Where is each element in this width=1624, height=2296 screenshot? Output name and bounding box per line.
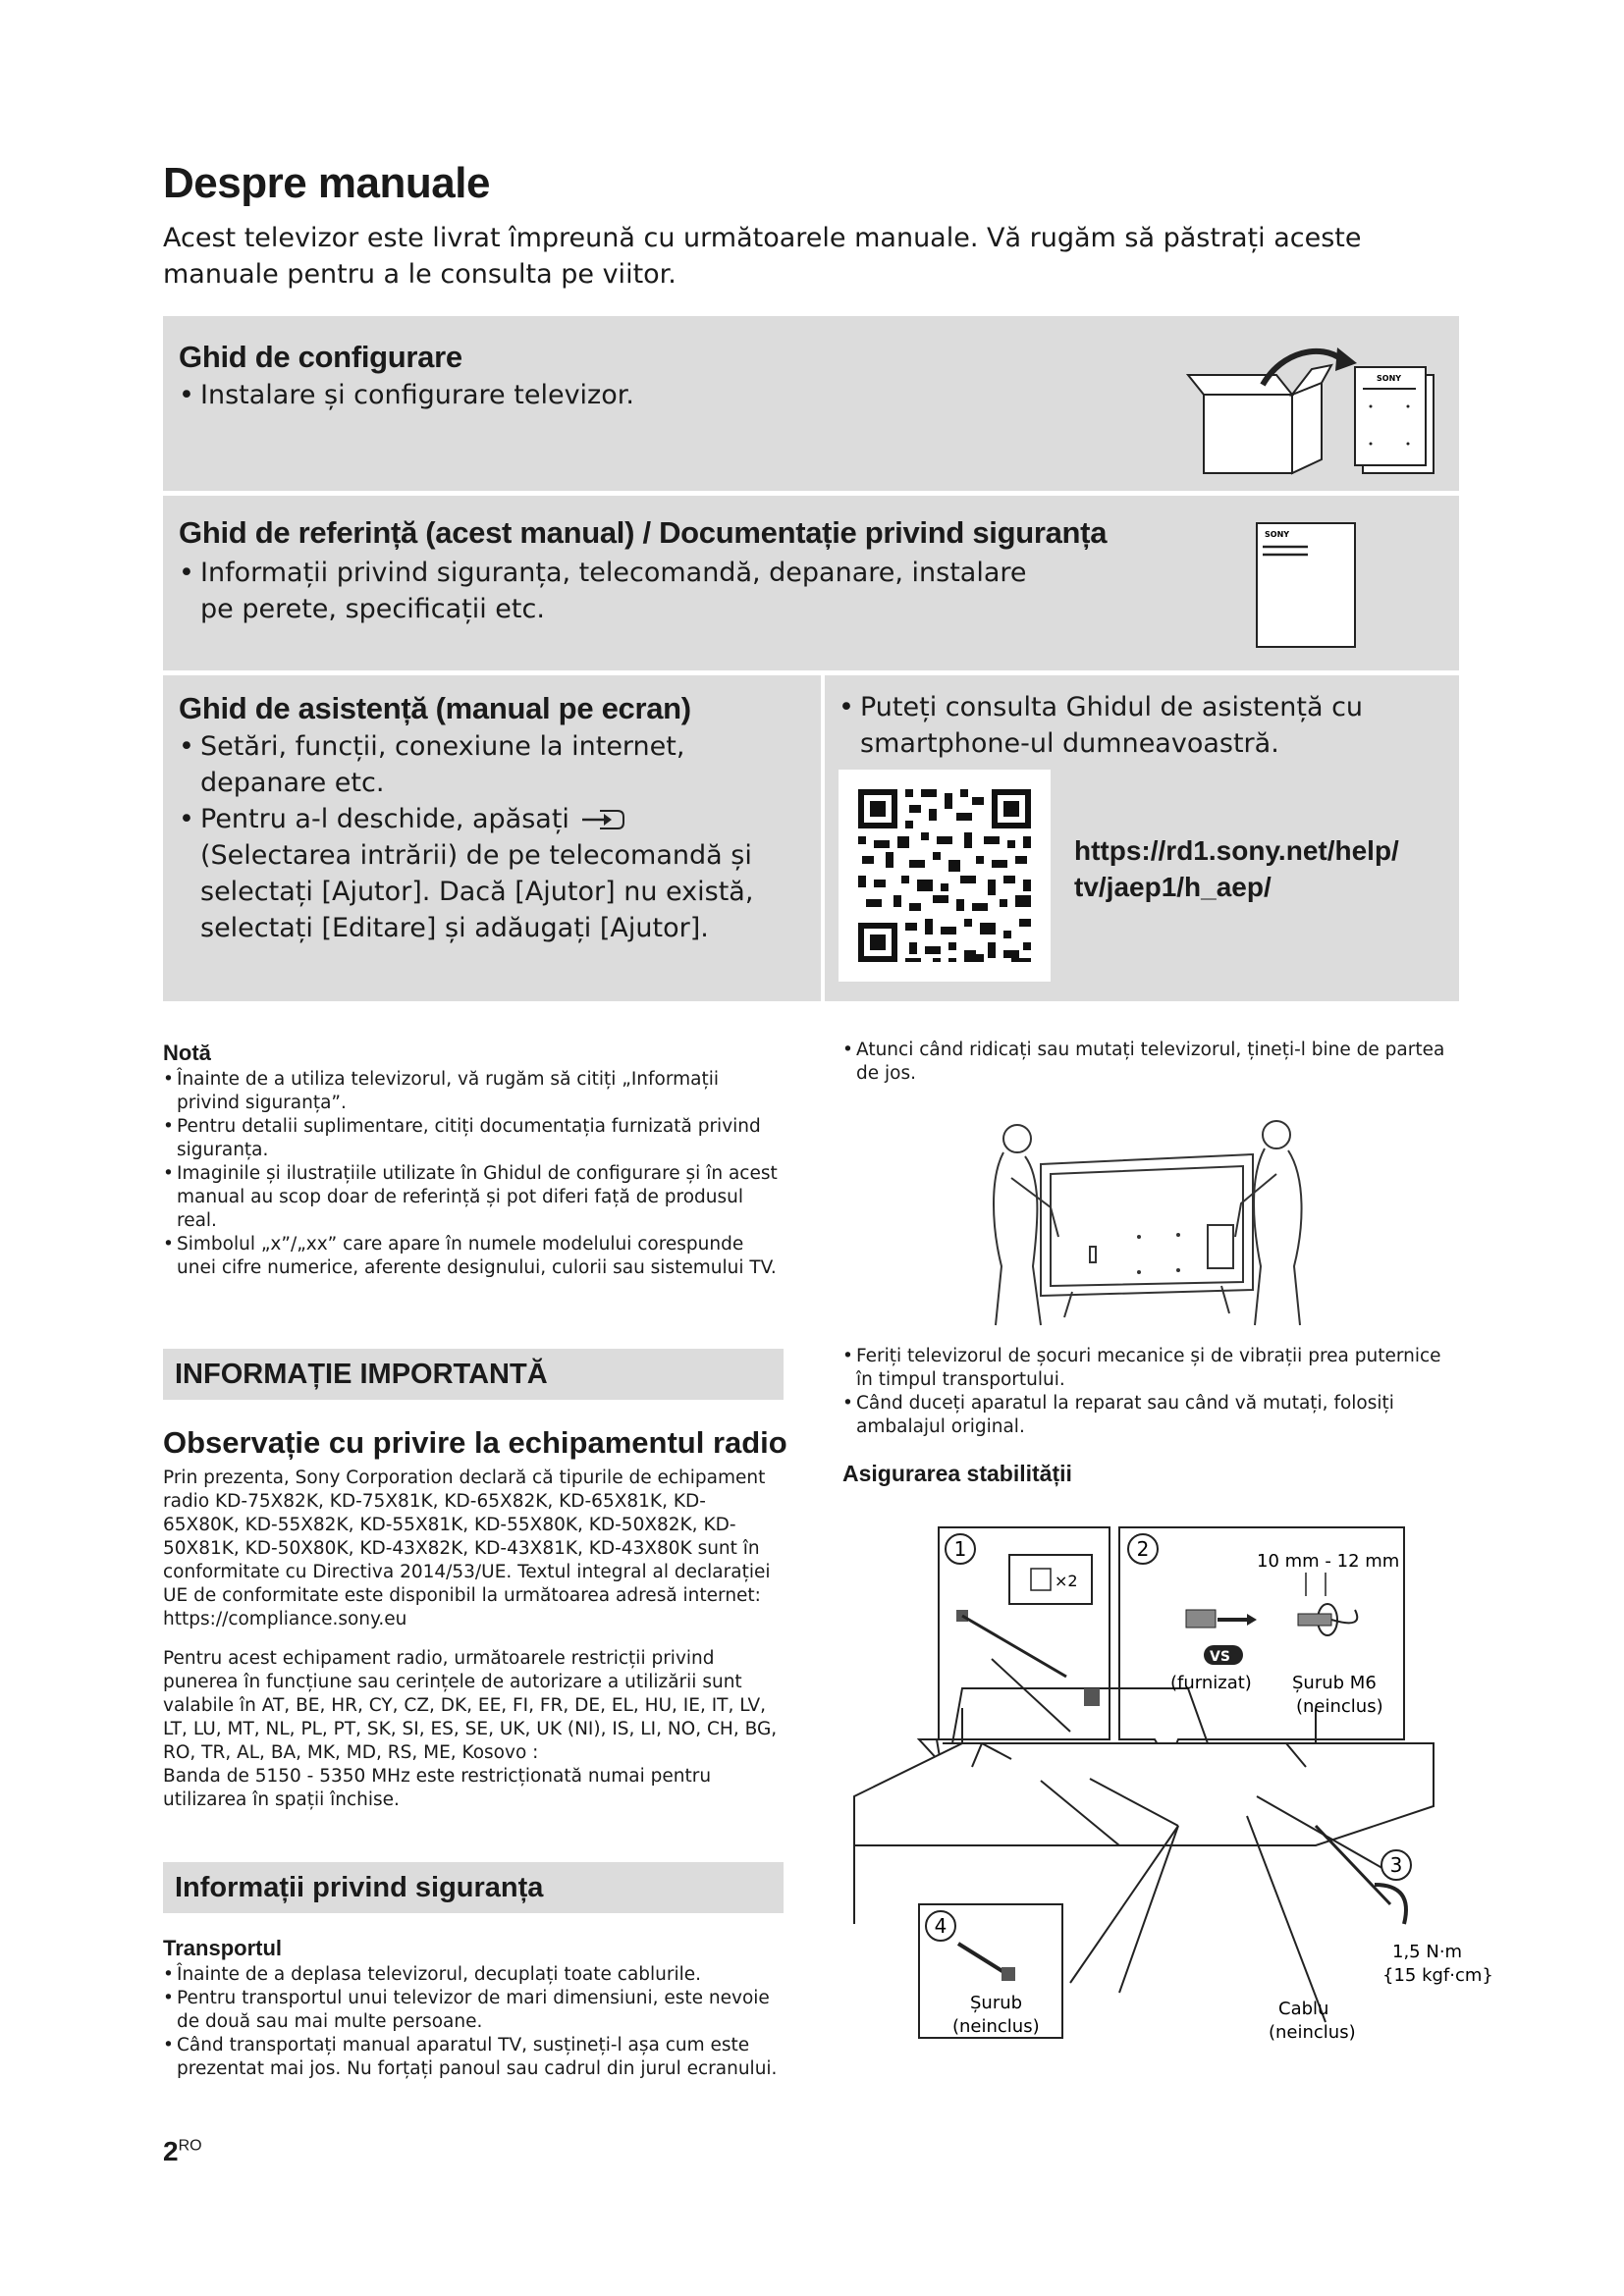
note-title: Notă [163, 1041, 211, 1065]
manual-book-icon [1253, 519, 1361, 653]
shock-item: • Feriți televizorul de șocuri mecanice și de vibrații prea puternice în timpul transportului. [842, 1345, 1459, 1392]
box-unpack-icon [1184, 346, 1449, 483]
screw-label: Șurub [970, 1993, 1023, 2013]
thread-length: 10 mm - 12 mm [1257, 1551, 1400, 1572]
reference-guide-item: • Informații privind siguranța, telecomandă, depanare, instalare pe perete, specificații etc. [179, 555, 1062, 627]
setup-brand: SONY [1377, 374, 1402, 383]
lift-note: • Atunci când ridicați sau mutați televizorul, țineți-l bine de partea de jos. [842, 1039, 1459, 1086]
setup-guide-item: • Instalare și configurare televizor. [179, 377, 1161, 413]
help-guide-panel-right [825, 675, 1459, 1001]
supplied-label: (furnizat) [1170, 1673, 1252, 1693]
radio-paragraph: Pentru acest echipament radio, următoarele restricții privind punerea în funcțiune sau cerințele de autorizare a utilizării sunt valabile în AT, BE, HR, CY, CZ, DK, EE, FI, FR, DE, EL, HU, IE, IT, LV, LT, LU, MT, NL, PL, PT, SK, SI, ES, SE, UK, UK (NI), IS, LI, NO, CH, BG, RO, TR, AL, BA, MK, MD, RS, ME, Kosovo : [163, 1648, 778, 1763]
stability-title: Asigurarea stabilității [842, 1461, 1072, 1486]
transport-item: • Când transportați manual aparatul TV, susțineți-l așa cum este prezentat mai jos. Nu forțați panoul sau cadrul din jurul ecranului. [163, 2034, 782, 2081]
vs-badge: VS [1210, 1649, 1230, 1665]
transport-item: • Pentru transportul unui televizor de mari dimensiuni, este nevoie de două sau mai multe persoane. [163, 1987, 782, 2034]
m6-screw-label: Șurub M6 [1292, 1673, 1377, 1693]
transport-item: • Înainte de a deplasa televizorul, decuplați toate cablurile. [163, 1963, 782, 1987]
m6-not-included: (neinclus) [1296, 1696, 1383, 1717]
help-guide-title: Ghid de asistență (manual pe ecran) [179, 691, 691, 725]
safety-header: Informații privind siguranța [163, 1862, 784, 1913]
note-item: • Simbolul „x”/„xx” care apare în numele modelului corespunde unei cifre numerice, aferente designului, culorii sau sistemului TV. [163, 1233, 782, 1280]
cable-label: Cablu [1278, 1999, 1329, 2019]
step-2: 2 [1136, 1537, 1150, 1561]
transport-title: Transportul [163, 1936, 283, 1960]
input-select-icon [578, 808, 627, 831]
radio-paragraph: Prin prezenta, Sony Corporation declară că tipurile de echipament radio KD-75X82K, KD-75X81K, KD-65X82K, KD-65X81K, KD-65X80K, KD-55X82K, KD-55X81K, KD-55X80K, KD-50X82K, KD-50X81K, KD-50X80K, KD-43X82K, KD-43X81K, KD-43X80K sunt în conformitate cu Directiva 2014/53/UE. Textul integral al declarației UE de conformitate este disponibil la următoarea adresă internet: https://compliance.sony.eu [163, 1468, 771, 1629]
step-1: 1 [953, 1537, 967, 1561]
help-guide-panel [163, 675, 821, 1001]
stability-diagram [844, 1512, 1493, 2061]
note-item: • Imaginile și ilustrațiile utilizate în Ghidul de configurare și în acest manual au scop doar de referință și pot diferi față de produsul real. [163, 1162, 782, 1233]
qr-code [839, 770, 1051, 982]
step-3: 3 [1389, 1853, 1403, 1877]
qr-code-image [839, 770, 1051, 982]
carry-tv-illustration [982, 1119, 1316, 1335]
note-item: • Pentru detalii suplimentare, citiți documentația furnizată privind siguranța. [163, 1115, 782, 1162]
smartphone-note: • Puteți consulta Ghidul de asistență cu smartphone-ul dumneavoastră. [839, 689, 1437, 762]
important-header: INFORMAȚIE IMPORTANTĂ [163, 1349, 784, 1400]
screw-count: ×2 [1055, 1572, 1078, 1590]
help-guide-item: • Pentru a-l deschide, apăsați (Selectarea intrării) de pe telecomandă și selectați [Ajutor]. Dacă [Ajutor] nu există, selectați [Editare] și adăugați [Ajutor]. [179, 801, 807, 946]
reference-brand: SONY [1265, 530, 1290, 539]
intro-text: Acest televizor este livrat împreună cu următoarele manuale. Vă rugăm să păstrați aceste manuale pentru a le consulta pe viitor. [163, 223, 1362, 290]
step-4: 4 [934, 1914, 947, 1938]
help-url-line2[interactable]: tv/jaep1/h_aep/ [1074, 872, 1272, 902]
radio-paragraph: Banda de 5150 - 5350 MHz este restricționată numai pentru utilizarea în spații închise. [163, 1766, 712, 1810]
help-guide-item: • Setări, funcții, conexiune la internet, depanare etc. [179, 728, 807, 801]
torque-kgf: {15 kgf·cm} [1382, 1965, 1493, 1986]
torque-value: 1,5 N·m [1392, 1942, 1463, 1962]
help-url-line1[interactable]: https://rd1.sony.net/help/ [1074, 835, 1399, 866]
setup-guide-panel [163, 316, 1459, 491]
setup-guide-title: Ghid de configurare [179, 340, 462, 374]
screw-not-included: (neinclus) [952, 2016, 1040, 2037]
page-title: Despre manuale [163, 159, 490, 207]
page-number: $2^{RO}$ [163, 2136, 202, 2166]
reference-guide-title: Ghid de referință (acest manual) / Documentație privind siguranța [179, 515, 1108, 550]
note-item: • Înainte de a utiliza televizorul, vă rugăm să citiți „Informații privind siguranța”. [163, 1068, 782, 1115]
radio-title: Observație cu privire la echipamentul radio [163, 1425, 787, 1460]
reference-guide-panel [163, 496, 1459, 670]
cable-not-included: (neinclus) [1269, 2022, 1356, 2043]
shock-item: • Când duceți aparatul la reparat sau când vă mutați, folosiți ambalajul original. [842, 1392, 1459, 1439]
